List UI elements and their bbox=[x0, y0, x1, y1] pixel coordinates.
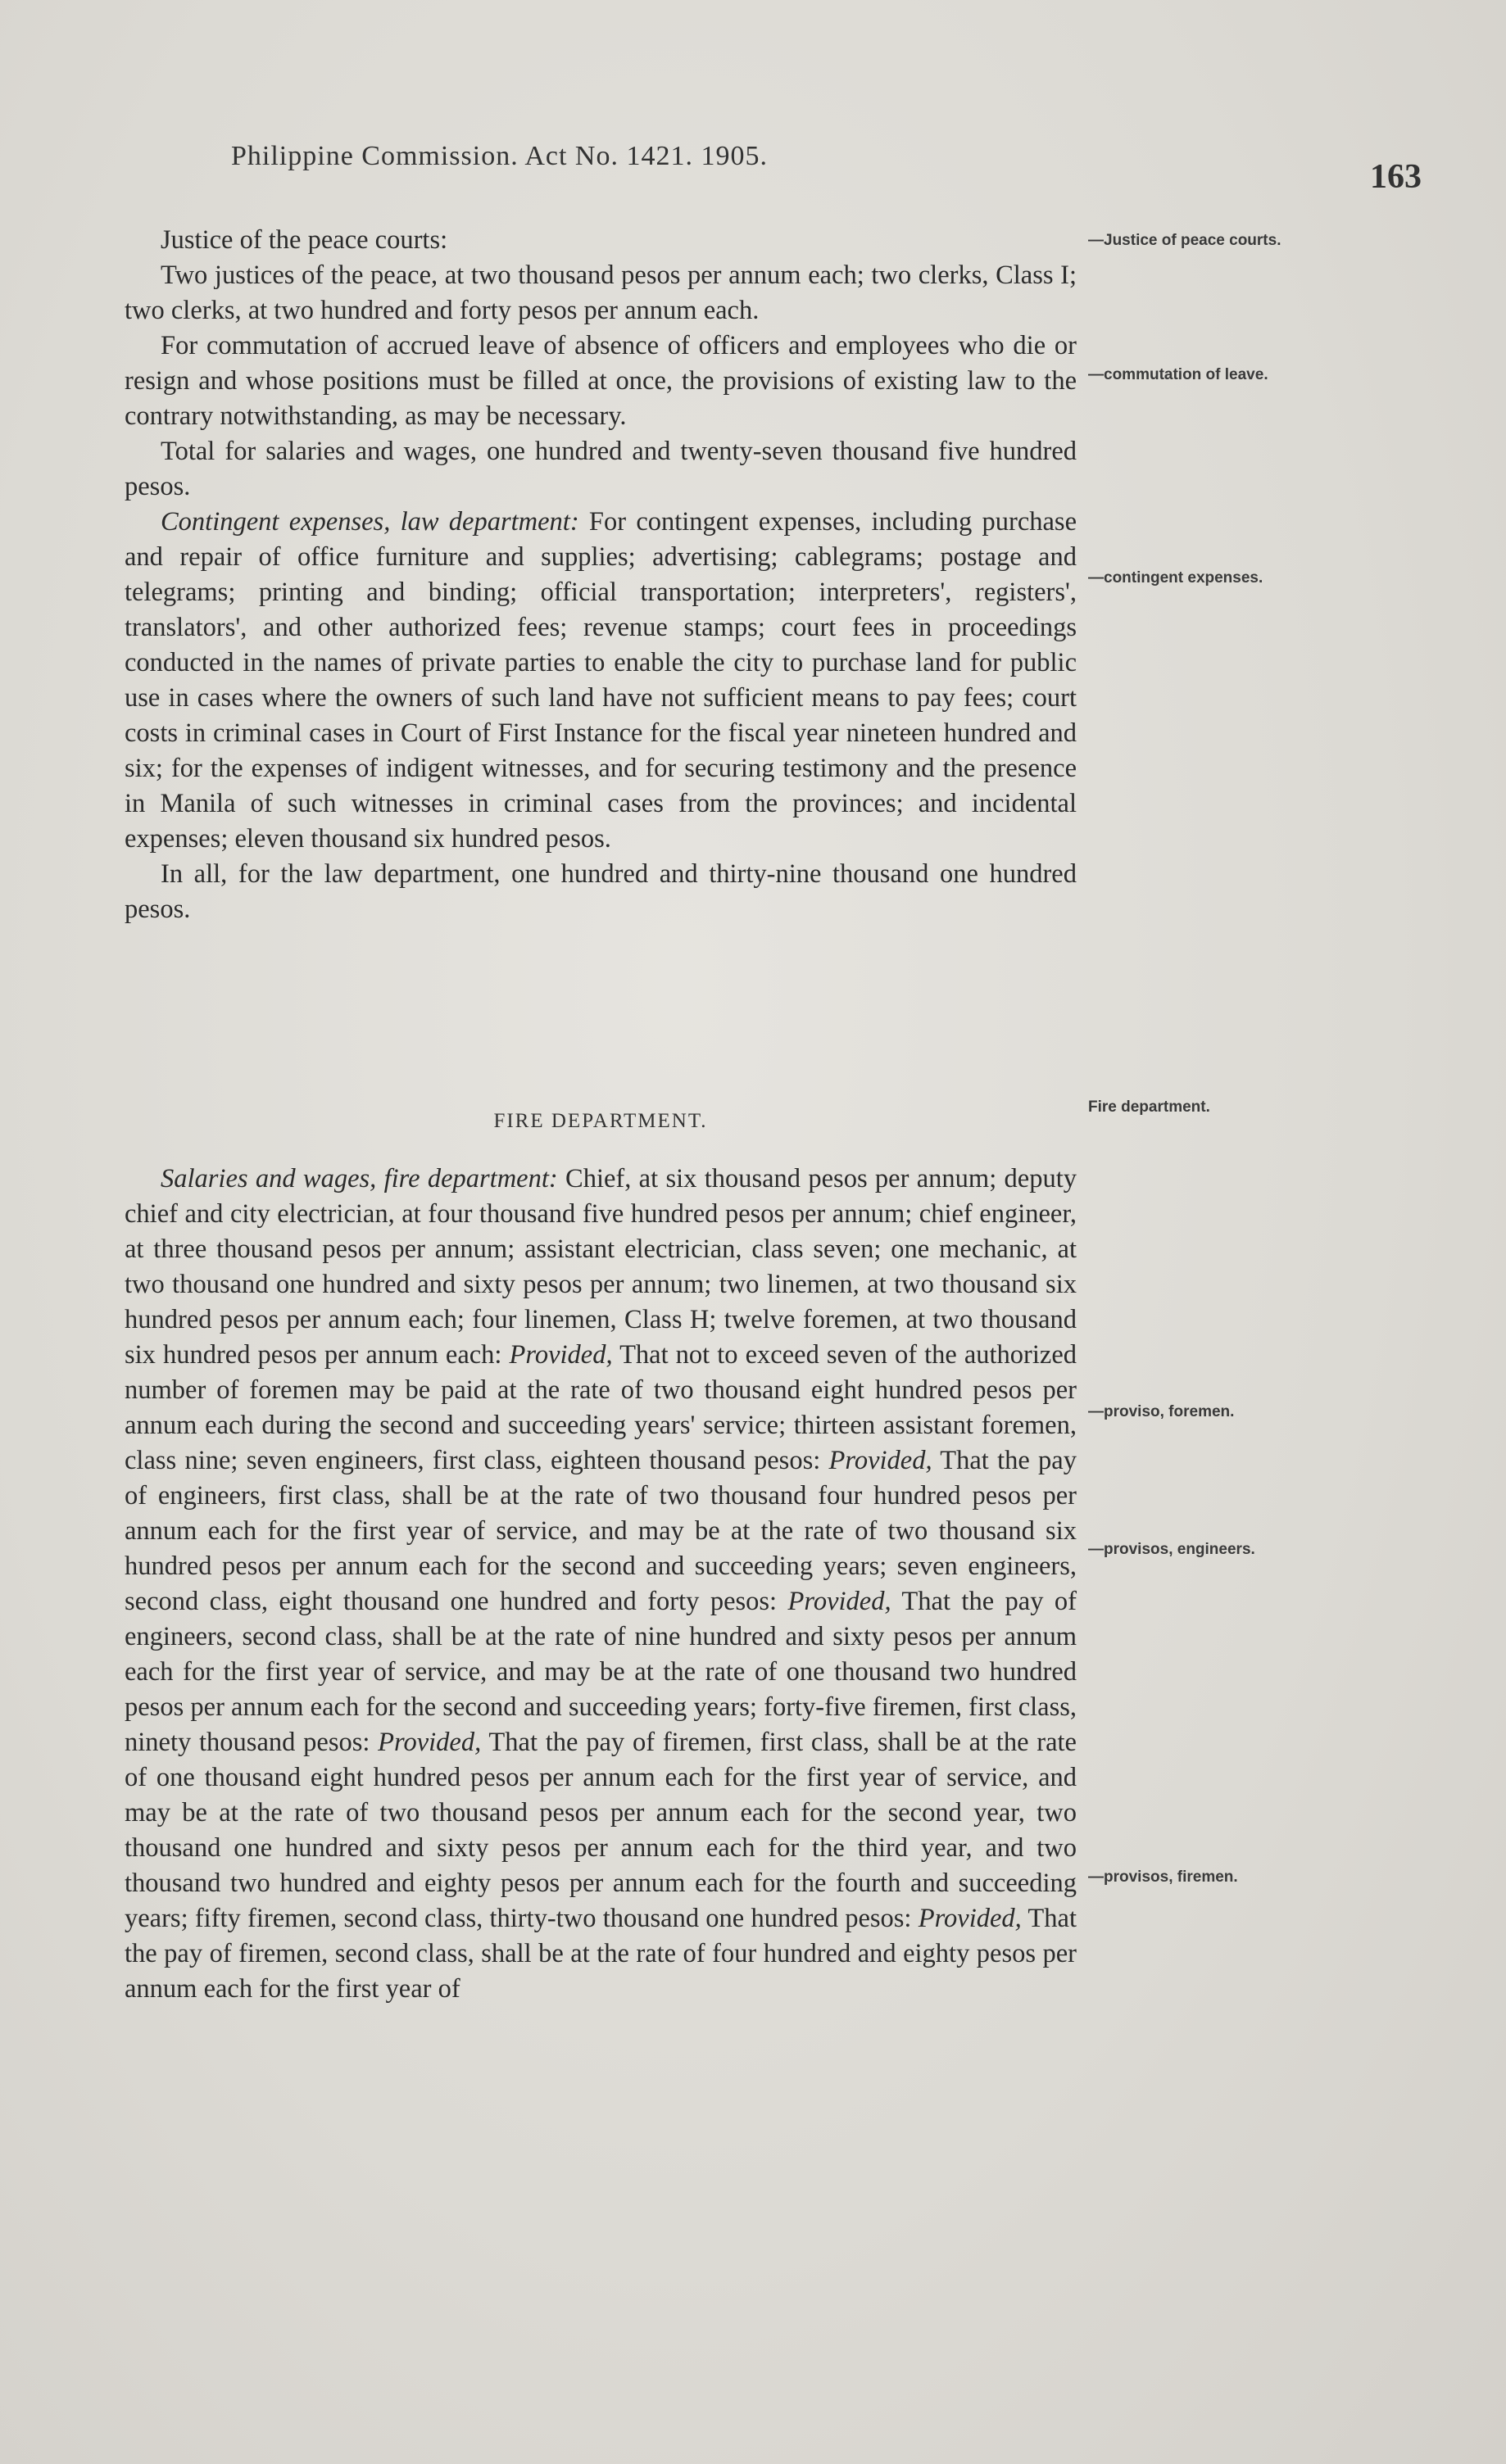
fire-department-block bbox=[125, 1162, 1077, 2007]
proviso-5: Provided, bbox=[918, 1904, 1022, 1933]
proviso-2: Provided, bbox=[828, 1446, 932, 1475]
margin-note-proviso-foremen: —proviso, foremen. bbox=[1088, 1403, 1235, 1420]
paragraph-fire-salaries bbox=[125, 1162, 1077, 2007]
margin-note-provisos-engineers: —provisos, engineers. bbox=[1088, 1541, 1255, 1558]
proviso-1: Provided, bbox=[509, 1340, 613, 1370]
section-title-fire-department: FIRE DEPARTMENT. bbox=[493, 1110, 708, 1132]
subheading-justice-courts: Justice of the peace courts: bbox=[161, 225, 448, 255]
paragraph-commutation: For commutation of accrued leave of absence of officers and employees who die or resign and whose positions must be filled at once, the provisions of existing law to the contrary notwithstanding, as may be necessary. bbox=[125, 331, 1077, 431]
margin-note-provisos-firemen: —provisos, firemen. bbox=[1088, 1868, 1238, 1886]
margin-note-fire-department: Fire department. bbox=[1088, 1098, 1210, 1116]
paragraph-total-salaries: Total for salaries and wages, one hundred and twenty-seven thousand five hundred pesos. bbox=[125, 437, 1077, 501]
fire-text-5: That the pay of firemen, first class, shall be at the rate of one thousand eight hundred pesos per annum each for the first year of service, and may be at the rate of two thousand pesos per annum each for the second year, two thousand one hundred and sixty pesos per annum each for the third year, and two thousand two hundred and eighty pesos per annum each for the fourth and succeeding years; fifty firemen, second class, thirty-two thousand one hundred pesos: bbox=[125, 1728, 1077, 1933]
fire-text-6: That the pay of firemen, second class, shall be at the rate of four hundred and eighty pesos per annum each for the first year of bbox=[125, 1904, 1077, 2004]
paragraph-justices: Two justices of the peace, at two thousand pesos per annum each; two clerks, Class I; two clerks, at two hundred and forty pesos per annum each. bbox=[125, 260, 1077, 325]
proviso-4: Provided, bbox=[378, 1728, 482, 1757]
contingent-expenses-text: For contingent expenses, including purchase and repair of office furniture and supplies; advertising; cablegrams; postage and telegrams; printing and binding; official transportation; interpreters', registers', translators', and other authorized fees; revenue stamps; court fees in proceedings conducted in the names of private parties to enable the city to purchase land for public use in cases where the owners of such land have not sufficient means to pay fees; court costs in criminal cases in Court of First Instance for the fiscal year nineteen hundred and six; for the expenses of indigent witnesses, and for securing testimony and the presence in Manila of such witnesses in criminal cases from the provinces; and incidental expenses; eleven thousand six hundred pesos. bbox=[125, 507, 1077, 854]
fire-salaries-label: Salaries and wages, fire department: bbox=[161, 1164, 558, 1194]
margin-note-justice-courts: —Justice of peace courts. bbox=[1088, 232, 1281, 249]
margin-note-contingent: —contingent expenses. bbox=[1088, 569, 1263, 587]
contingent-expenses-label: Contingent expenses, law department: bbox=[161, 507, 579, 537]
fire-text-4: That the pay of engineers, second class, shall be at the rate of nine hundred and sixty pesos per annum each for the first year of service, and may be at the rate of one thousand two hundred pesos per annum each for the second and succeeding years; forty-five firemen, first class, ninety thousand pesos: bbox=[125, 1587, 1077, 1757]
page-number: 163 bbox=[1370, 158, 1422, 196]
paragraph-law-total: In all, for the law department, one hundred and thirty-nine thousand one hundred pesos. bbox=[125, 859, 1077, 924]
running-header: Philippine Commission. Act No. 1421. 1905. bbox=[231, 141, 768, 171]
fire-text-1: Chief, at six thousand pesos per annum; deputy chief and city electrician, at four thousand five hundred pesos per annum; chief engineer, at three thousand pesos per annum; assistant electrician, class seven; one mechanic, at two thousand one hundred and sixty pesos per annum; two linemen, at two thousand six hundred pesos per annum each; four linemen, Class H; twelve foremen, at two thousand six hundred pesos per annum each: bbox=[125, 1164, 1077, 1370]
paragraph-contingent-expenses bbox=[125, 505, 1077, 857]
margin-note-commutation: —commutation of leave. bbox=[1088, 366, 1268, 383]
proviso-3: Provided, bbox=[787, 1587, 891, 1616]
law-department-block bbox=[125, 223, 1077, 927]
fire-text-2: That not to exceed seven of the authorized number of foremen may be paid at the rate of two thousand eight hundred pesos per annum each during the second and succeeding years' service; thirteen assistant foremen, class nine; seven engineers, first class, eighteen thousand pesos: bbox=[125, 1340, 1077, 1475]
fire-text-3: That the pay of engineers, first class, shall be at the rate of two thousand four hundred pesos per annum each for the first year of service, and may be at the rate of two thousand six hundred pesos per annum each for the second and succeeding years; seven engineers, second class, eight thousand one hundred and forty pesos: bbox=[125, 1446, 1077, 1616]
